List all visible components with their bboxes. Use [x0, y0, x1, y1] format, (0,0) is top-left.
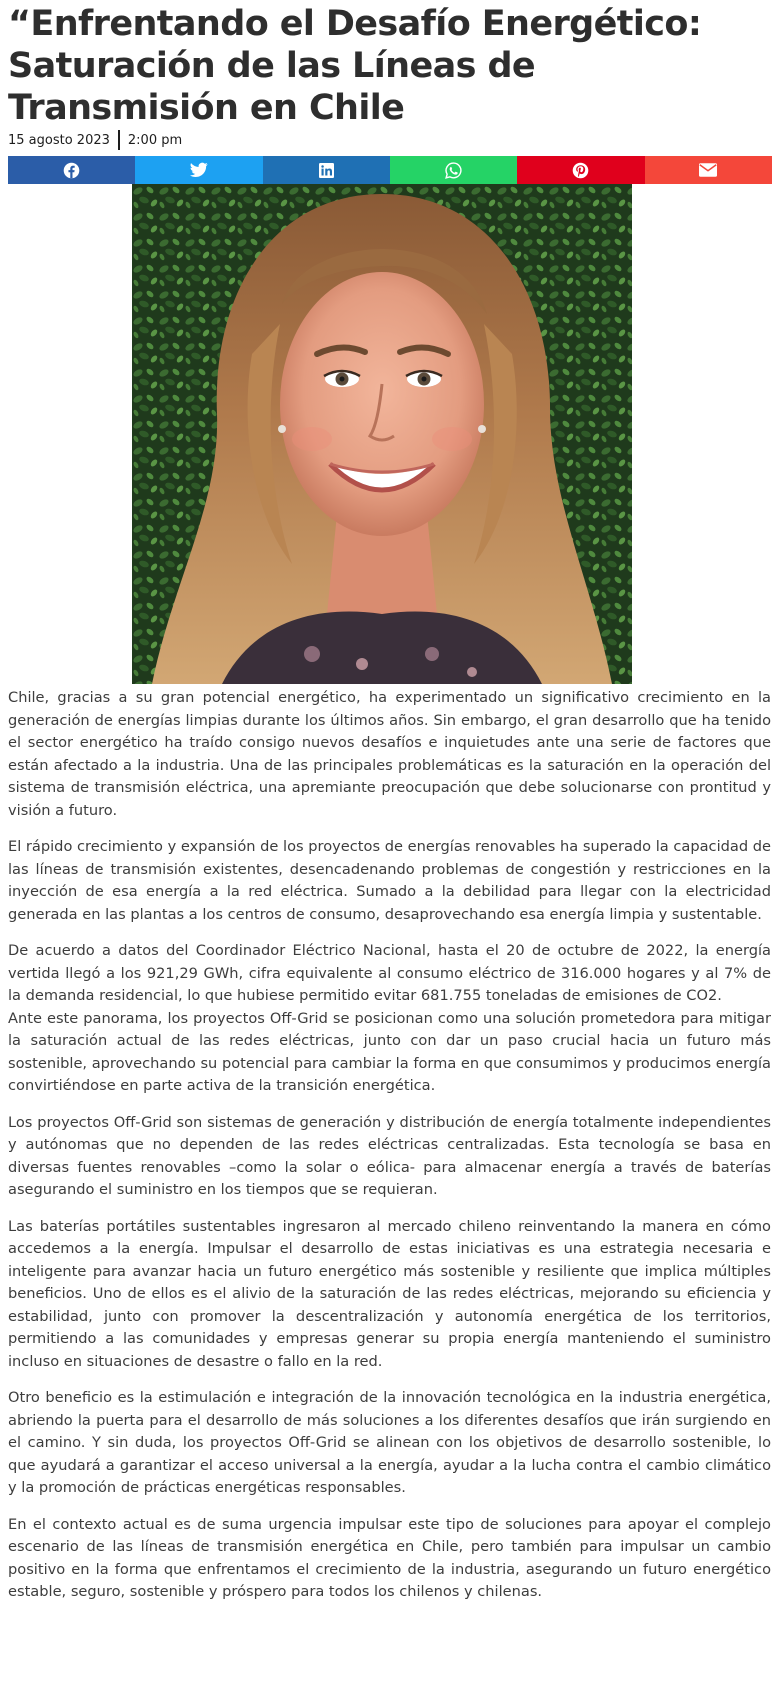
- body-paragraph: Las baterías portátiles sustentables ingresaron al mercado chileno reinventando la manera en cómo accedemos a la energía. Impulsar el desarrollo de estas iniciativas es una estrategia necesaria e inteligente para avanzar hacia un futuro energético más sostenible y resiliente que implica múltiples beneficios. Uno de ellos es el alivio de la saturación de las redes eléctricas, mejorando su eficiencia y estabilidad, junto con promover la descentralización y autonomía energética de los territorios, permitiendo a las comunidades y empresas generar su propia energía manteniendo el suministro incluso en situaciones de desastre o fallo en la red.: [8, 1217, 771, 1370]
- portrait-illustration: [132, 184, 632, 684]
- post-meta: [8, 129, 771, 151]
- share-whatsapp-button[interactable]: [390, 156, 517, 184]
- body-paragraph: Chile, gracias a su gran potencial energético, ha experimentado un significativo crecimiento en la generación de energías limpias durante los últimos años. Sin embargo, el gran desarrollo que ha tenido el sector energético ha traído consigo nuevos desafíos e inquietudes ante una serie de factores que están afectado a la industria. Una de las principales problemáticas es la saturación en la operación del sistema de transmisión eléctrica, una apremiante preocupación que debe solucionarse con prontitud y visión a futuro.: [8, 689, 771, 819]
- body-paragraph: En el contexto actual es de suma urgencia impulsar este tipo de soluciones para apoyar el complejo escenario de las líneas de transmisión energética en Chile, pero también para impulsar un cambio positivo en la forma que enfrentamos el crecimiento de la industria, asegurando un futuro energético estable, seguro, sostenible y próspero para todos los chilenos y chilenas.: [8, 1515, 771, 1600]
- portrait-photo: [132, 184, 632, 684]
- pinterest-icon: [572, 162, 589, 179]
- article-title: “Enfrentando el Desafío Energético: Saturación de las Líneas de Transmisión en Chile: [8, 4, 702, 128]
- whatsapp-icon: [445, 162, 462, 179]
- post-date: 15 agosto 2023: [8, 132, 110, 148]
- share-linkedin-button[interactable]: [263, 156, 390, 184]
- share-facebook-button[interactable]: [8, 156, 135, 184]
- share-email-button[interactable]: [645, 156, 772, 184]
- body-paragraph: De acuerdo a datos del Coordinador Eléctrico Nacional, hasta el 20 de octubre de 2022, la energía vertida llegó a los 921,29 GWh, cifra equivalente al consumo eléctrico de 316.000 hogares y al 7% de la demanda residencial, lo que hubiese permitido evitar 681.755 toneladas de emisiones de CO2.: [8, 942, 771, 1004]
- article-header: [8, 0, 771, 184]
- body-paragraph: Los proyectos Off-Grid son sistemas de generación y distribución de energía totalmente independientes y autónomas que no dependen de las redes eléctricas centralizadas. Esta tecnología se basa en diversas fuentes renovables –como la solar o eólica- para almacenar energía a través de baterías asegurando el suministro en los tiempos que se requieran.: [8, 1113, 771, 1198]
- share-bar: [8, 156, 772, 184]
- body-paragraph: Otro beneficio es la estimulación e integración de la innovación tecnológica en la industria energética, abriendo la puerta para el desarrollo de más soluciones a los diferentes desafíos que irán surgiendo en el camino. Y sin duda, los proyectos Off-Grid se alinean con los objetivos de desarrollo sostenible, lo que ayudará a garantizar el acceso universal a la energía, ayudar a la lucha contra el cambio climático y la promoción de prácticas energéticas responsables.: [8, 1389, 771, 1496]
- share-twitter-button[interactable]: [135, 156, 262, 184]
- twitter-icon: [190, 162, 208, 178]
- article-body: [8, 687, 771, 1618]
- share-pinterest-button[interactable]: [517, 156, 644, 184]
- post-time: 2:00 pm: [127, 132, 183, 148]
- body-paragraph: Ante este panorama, los proyectos Off-Grid se posicionan como una solución prometedora para mitigar la saturación actual de las redes eléctricas, junto con dar un paso crucial hacia un futuro más sostenible, aprovechando su potencial para cambiar la forma en que consumimos y producimos energía convirtiéndose en parte activa de la transición energética.: [8, 1009, 771, 1094]
- body-paragraph: El rápido crecimiento y expansión de los proyectos de energías renovables ha superado la capacidad de las líneas de transmisión existentes, desencadenando problemas de congestión y restricciones en la inyección de esa energía a la red eléctrica. Sumado a la debilidad para llegar con la electricidad generada en las plantas a los centros de consumo, desaprovechando esa energía limpia y sustentable.: [8, 838, 771, 923]
- facebook-icon: [63, 162, 80, 179]
- meta-divider: [118, 130, 120, 150]
- linkedin-icon: [319, 163, 334, 178]
- envelope-icon: [699, 163, 717, 177]
